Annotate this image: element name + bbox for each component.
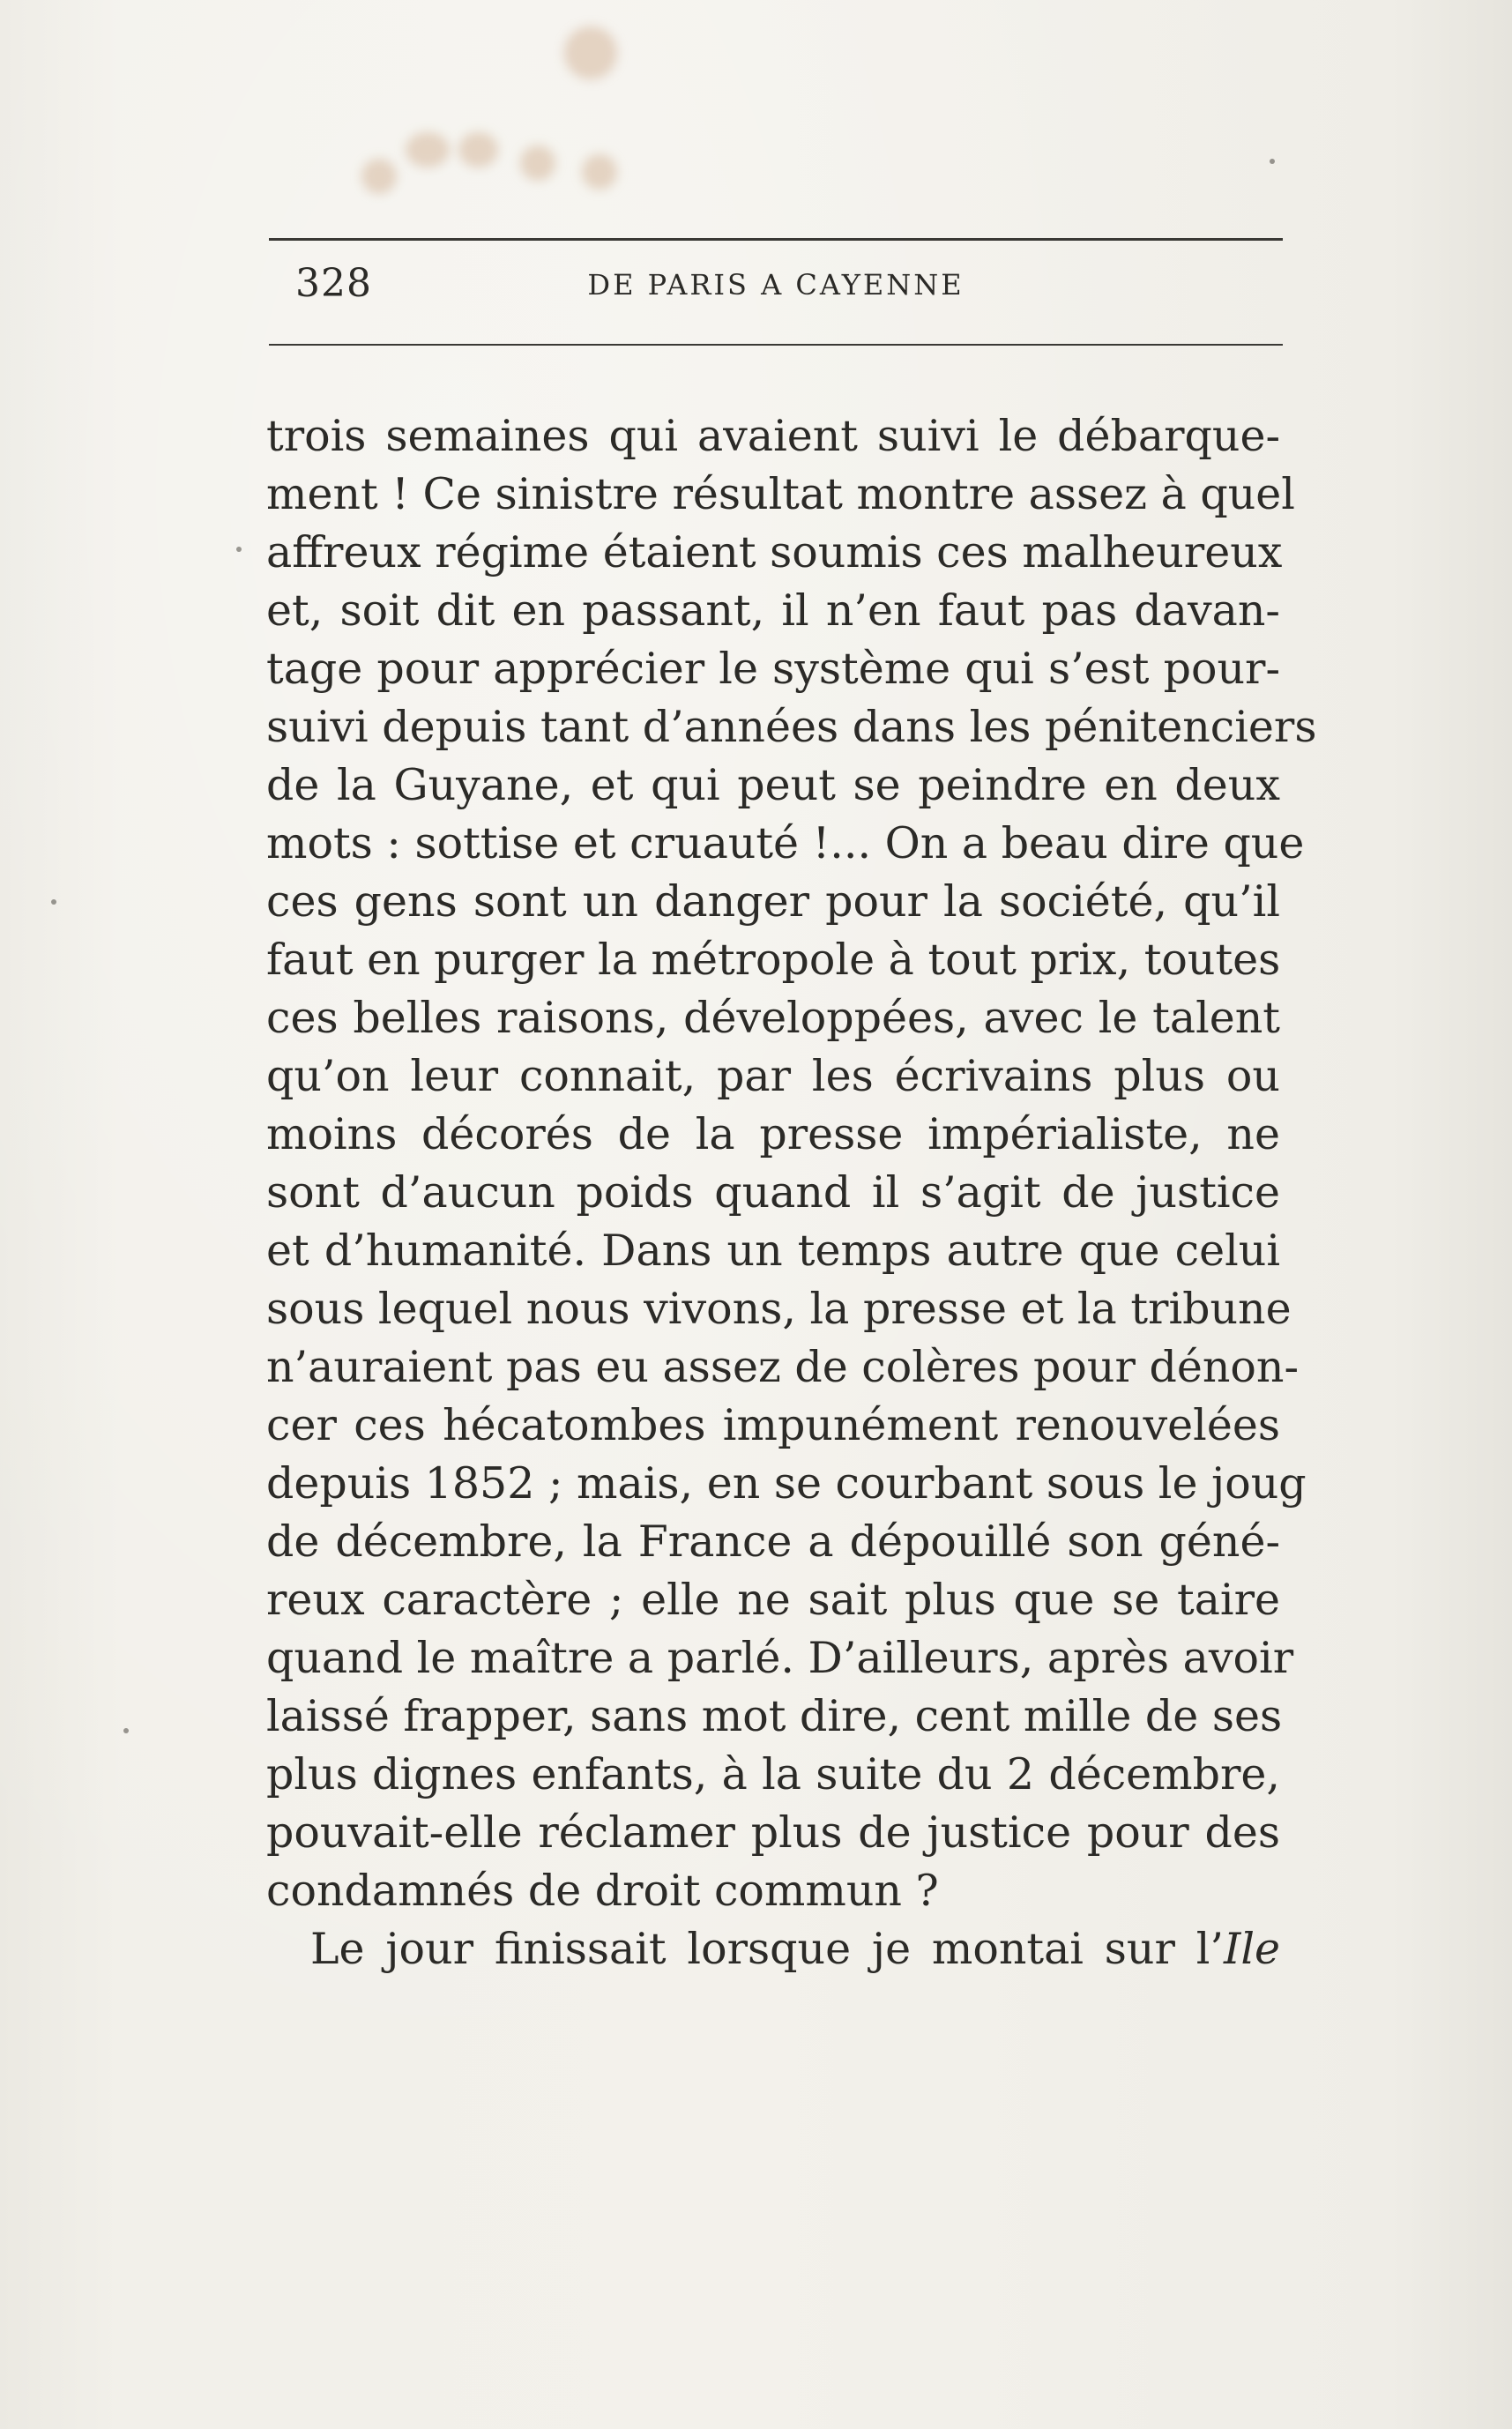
text-line: reux caractère ; elle ne sait plus que se taire <box>266 1575 1280 1625</box>
text-line: quand le maître a parlé. D’ailleurs, après avoir <box>266 1633 1294 1683</box>
page-header <box>269 261 1283 314</box>
page-number: 328 <box>295 261 372 306</box>
text-line: depuis 1852 ; mais, en se courbant sous le joug <box>266 1458 1307 1509</box>
text-line: trois semaines qui avaient suivi le débarque- <box>266 411 1280 461</box>
text-line: sous lequel nous vivons, la presse et la tribune <box>266 1284 1292 1334</box>
paragraph-text: Le jour finissait lorsque je montai sur l’ <box>310 1924 1224 1974</box>
text-line: de décembre, la France a dépouillé son géné- <box>266 1516 1280 1567</box>
text-line: faut en purger la métropole à tout prix, toutes <box>266 935 1281 985</box>
text-line: suivi depuis tant d’années dans les pénitenciers <box>266 702 1317 752</box>
running-title: DE PARIS A CAYENNE <box>587 268 965 302</box>
text-line: ces belles raisons, développées, avec le talent <box>266 993 1280 1043</box>
text-line: affreux régime étaient soumis ces malheureux <box>266 527 1283 577</box>
text-line: laissé frapper, sans mot dire, cent mille de ses <box>266 1691 1283 1741</box>
paragraph-start-line <box>266 1920 1280 1978</box>
paper-stain <box>520 145 555 181</box>
paper-stain <box>361 159 397 194</box>
paper-stain <box>406 132 450 168</box>
text-line: et d’humanité. Dans un temps autre que celui <box>266 1226 1280 1276</box>
text-line: condamnés de droit commun ? <box>266 1866 939 1916</box>
text-line: mots : sottise et cruauté !... On a beau dire que <box>266 818 1305 868</box>
text-line: moins décorés de la presse impérialiste, ne <box>266 1109 1280 1159</box>
header-top-rule <box>269 238 1283 241</box>
text-line: ment ! Ce sinistre résultat montre assez à quel <box>266 469 1295 519</box>
paper-stain <box>582 154 617 190</box>
text-line: plus dignes enfants, à la suite du 2 décembre, <box>266 1749 1280 1799</box>
italic-word: Ile <box>1223 1924 1280 1974</box>
text-line: tage pour apprécier le système qui s’est pour- <box>266 644 1280 694</box>
text-line: n’auraient pas eu assez de colères pour dénon- <box>266 1342 1300 1392</box>
paper-speck <box>51 899 56 905</box>
text-line: qu’on leur connait, par les écrivains plus ou <box>266 1051 1280 1101</box>
text-line: de la Guyane, et qui peut se peindre en deux <box>266 760 1280 810</box>
paper-stain <box>458 132 498 168</box>
text-line: ces gens sont un danger pour la société, qu’il <box>266 876 1280 927</box>
text-line: cer ces hécatombes impunément renouvelées <box>266 1400 1280 1450</box>
header-bottom-rule <box>269 344 1283 346</box>
text-line: pouvait-elle réclamer plus de justice pour des <box>266 1807 1280 1858</box>
body-text <box>266 407 1317 1978</box>
text-line: et, soit dit en passant, il n’en faut pas davan- <box>266 585 1280 636</box>
paper-speck <box>123 1728 129 1733</box>
paper-speck <box>236 547 242 552</box>
paper-stain <box>564 26 617 79</box>
paper-speck <box>1270 159 1275 164</box>
text-line: sont d’aucun poids quand il s’agit de justice <box>266 1167 1280 1218</box>
